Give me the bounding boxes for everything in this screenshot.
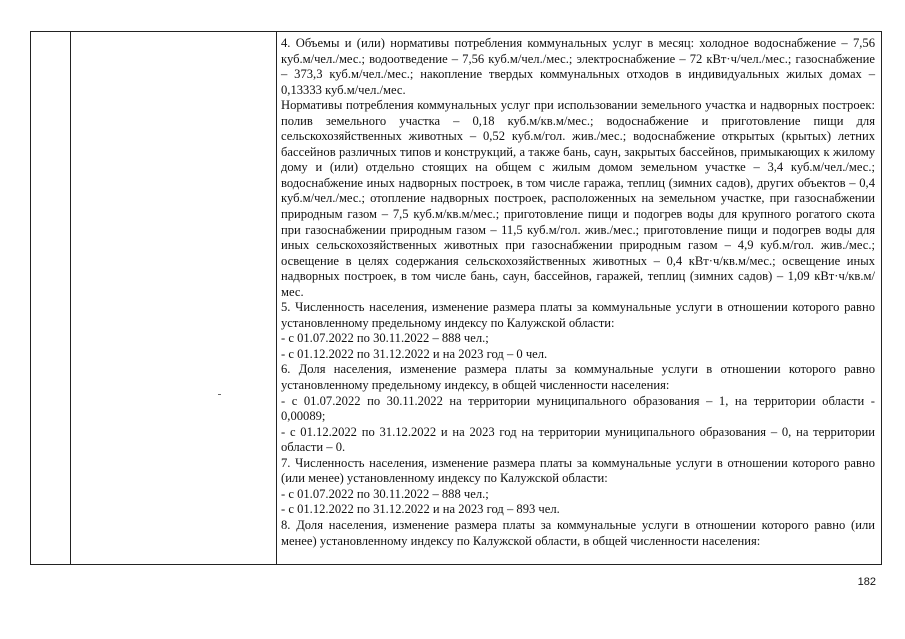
page-number: 182 xyxy=(857,576,876,588)
list-item: - с 01.12.2022 по 31.12.2022 и на 2023 год – 0 чел. xyxy=(281,346,548,361)
paragraph-consumption-volumes: 4. Объемы и (или) нормативы потребления коммунальных услуг в месяц: холодное водоснабжение – 7,56 куб.м/чел./мес.; водоотведение – 7,56 куб.м/чел./мес.; электроснабжение – 72 кВт·ч/чел./мес.; газоснабжение – 373,3 куб.м/чел./мес.; накопление твердых коммунальных отходов в индивидуальных жилых домах – 0,13333 куб.м/чел./мес. xyxy=(281,36,875,97)
list-item: - с 01.12.2022 по 31.12.2022 и на 2023 год на территории муниципального образования – 0, на территории области – 0. xyxy=(281,424,875,455)
paragraph-share-less-index: 8. Доля населения, изменение размера платы за коммунальные услуги в отношении которого равно (или менее) установленному индексу по Калужской области, в общей численности населения: xyxy=(281,517,875,548)
list-item: - с 01.12.2022 по 31.12.2022 и на 2023 год – 893 чел. xyxy=(281,502,560,517)
document-table xyxy=(30,31,882,565)
list-item: - с 01.07.2022 по 30.11.2022 на территории муниципального образования – 1, на территории области - 0,00089; xyxy=(281,393,875,424)
list-item: - с 01.07.2022 по 30.11.2022 – 888 чел.; xyxy=(281,331,489,346)
paragraph-land-plot-norms: Нормативы потребления коммунальных услуг при использовании земельного участка и надворных построек: полив земельного участка – 0,18 куб.м/кв.м/мес.; водоснабжение и приготовление пищи для сельскохозяйственных животных – 0,52 куб.м/гол. жив./мес.; водоснабжение открытых (крытых) летних бассейнов различных типов и конструкций, а также бань, саун, закрытых бассейнов, примыкающих к жилому дому и (или) отдельно стоящих на общем с жилым домом земельном участке – 3,4 куб.м/чел./мес.; водоснабжение иных надворных построек, в том числе гаража, теплиц (зимних садов), других объектов – 0,4 куб.м/чел./мес.; отопление надворных построек, расположенных на земельном участке, при газоснабжении природным газом – 7,5 куб.м/кв.м/мес.; приготовление пищи и подогрев воды для крупного рогатого скота при газоснабжении природным газом – 11,5 куб.м/гол. жив./мес.; приготовление пищи и подогрев воды для иных сельскохозяйственных животных при газоснабжении природным газом – 4,9 куб.м/гол. жив./мес.; освещение в целях содержания сельскохозяйственных животных – 0,4 кВт·ч/кв.м/мес.; освещение иных надворных построек, в том числе бань, саун, бассейнов, гаражей, теплиц (зимних садов) – 1,09 кВт·ч/кв.м/мес. xyxy=(281,98,875,299)
list-item: - с 01.07.2022 по 30.11.2022 – 888 чел.; xyxy=(281,486,489,501)
table-column-content xyxy=(277,32,881,564)
paragraph-share-equal-index: 6. Доля населения, изменение размера платы за коммунальные услуги в отношении которого равно установленному предельному индексу, в общей численности населения: xyxy=(281,362,875,393)
paragraph-population-less-index: 7. Численность населения, изменение размера платы за коммунальные услуги в отношении которого равно (или менее) установленному индексу по Калужской области: xyxy=(281,455,875,486)
scan-artifact xyxy=(218,394,221,395)
table-column-number xyxy=(31,32,71,564)
table-column-name xyxy=(71,32,277,564)
paragraph-population-equal-index: 5. Численность населения, изменение размера платы за коммунальные услуги в отношении которого равно установленному предельному индексу по Калужской области: xyxy=(281,300,875,330)
